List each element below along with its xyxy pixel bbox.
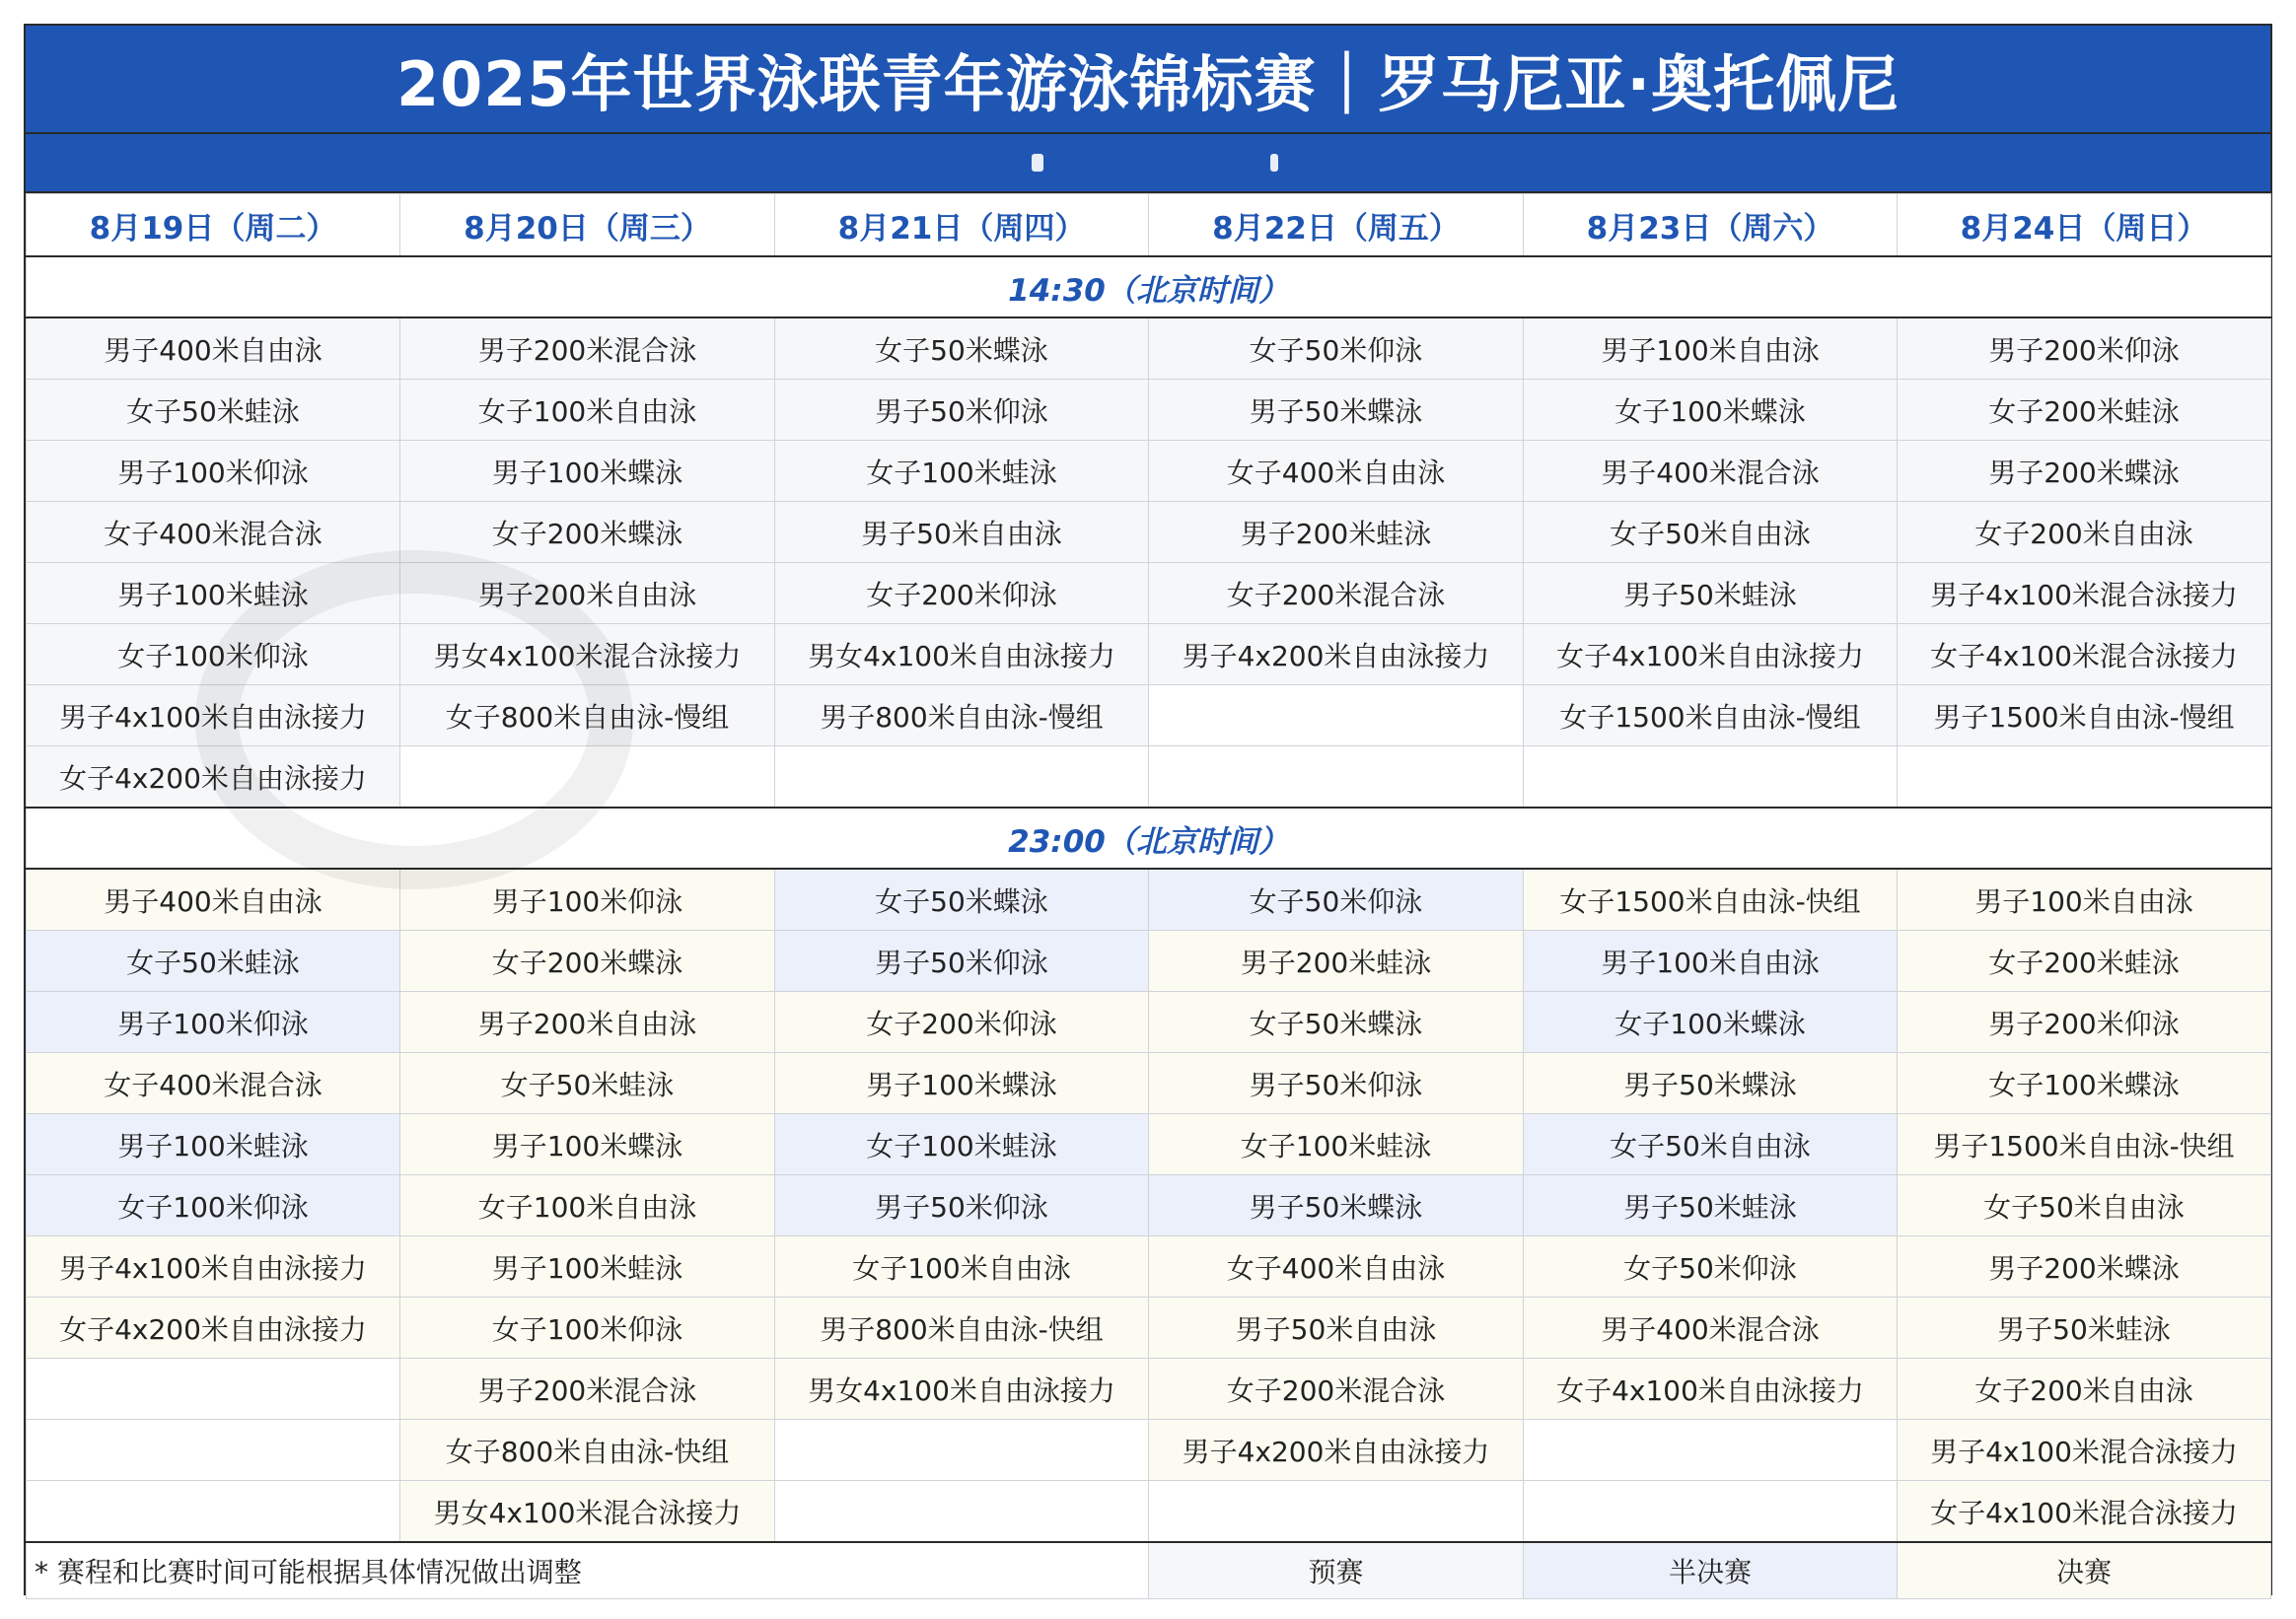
event-cell: 女子50米自由泳 (1524, 502, 1898, 563)
session-time-label: 14:30（北京时间） (27, 256, 2271, 317)
event-cell: 女子200米混合泳 (1149, 1359, 1524, 1420)
event-cell: 男子400米混合泳 (1524, 441, 1898, 502)
empty-cell (1149, 1481, 1524, 1543)
event-cell: 男子100米蛙泳 (27, 563, 400, 624)
event-cell: 女子200米自由泳 (1898, 502, 2271, 563)
empty-cell (775, 1420, 1149, 1481)
event-cell: 女子4x100米自由泳接力 (1524, 1359, 1898, 1420)
event-cell: 男子100米仰泳 (27, 441, 400, 502)
event-cell: 男子50米仰泳 (1149, 1053, 1524, 1114)
event-cell: 男子100米蝶泳 (775, 1053, 1149, 1114)
event-row (27, 1359, 2271, 1420)
event-cell: 女子50米仰泳 (1149, 869, 1524, 931)
event-cell: 男子4x100米混合泳接力 (1898, 563, 2271, 624)
event-row (27, 992, 2271, 1053)
event-cell: 男子100米蝶泳 (400, 441, 775, 502)
empty-cell (775, 746, 1149, 809)
event-cell: 男子50米自由泳 (1149, 1298, 1524, 1359)
event-cell: 男子400米混合泳 (1524, 1298, 1898, 1359)
event-cell: 女子100米仰泳 (27, 1175, 400, 1236)
event-cell: 男子50米蛙泳 (1524, 563, 1898, 624)
empty-cell (1524, 746, 1898, 809)
event-cell: 女子200米仰泳 (775, 563, 1149, 624)
empty-cell (1524, 1420, 1898, 1481)
legend-prelims: 预赛 (1149, 1542, 1524, 1599)
event-cell: 女子200米蛙泳 (1898, 931, 2271, 992)
schedule-table (26, 193, 2271, 1599)
event-cell: 女子400米自由泳 (1149, 1236, 1524, 1298)
event-cell: 男子200米蛙泳 (1149, 502, 1524, 563)
event-cell: 女子100米蛙泳 (1149, 1114, 1524, 1175)
event-cell: 男子4x200米自由泳接力 (1149, 1420, 1524, 1481)
event-cell: 女子50米蝶泳 (775, 869, 1149, 931)
empty-cell (27, 1359, 400, 1420)
event-cell: 女子50米自由泳 (1898, 1175, 2271, 1236)
event-cell: 女子800米自由泳-慢组 (400, 685, 775, 746)
event-cell: 男子4x100米自由泳接力 (27, 1236, 400, 1298)
title-text: 2025年世界泳联青年游泳锦标赛｜罗马尼亚·奥托佩尼 (395, 47, 1901, 120)
event-cell: 男女4x100米自由泳接力 (775, 1359, 1149, 1420)
event-cell: 男女4x100米混合泳接力 (400, 1481, 775, 1543)
session-2-header (27, 808, 2271, 869)
empty-cell (400, 746, 775, 809)
empty-cell (27, 1481, 400, 1543)
event-row (27, 624, 2271, 685)
event-cell: 女子4x200米自由泳接力 (27, 746, 400, 809)
event-cell: 女子200米蛙泳 (1898, 380, 2271, 441)
event-cell: 男子100米自由泳 (1524, 931, 1898, 992)
empty-cell (1898, 746, 2271, 809)
event-cell: 女子100米自由泳 (400, 1175, 775, 1236)
event-cell: 女子50米蛙泳 (27, 931, 400, 992)
event-cell: 男子50米蝶泳 (1149, 1175, 1524, 1236)
event-cell: 女子200米蝶泳 (400, 502, 775, 563)
event-row (27, 1114, 2271, 1175)
event-cell: 男子50米自由泳 (775, 502, 1149, 563)
event-cell: 男子800米自由泳-慢组 (775, 685, 1149, 746)
empty-cell (1149, 746, 1524, 809)
event-cell: 女子4x100米混合泳接力 (1898, 624, 2271, 685)
event-cell: 男子50米蝶泳 (1524, 1053, 1898, 1114)
event-cell: 男子200米蛙泳 (1149, 931, 1524, 992)
day-header: 8月22日（周五） (1149, 194, 1524, 257)
empty-cell (1524, 1481, 1898, 1543)
event-cell: 男子200米混合泳 (400, 317, 775, 380)
event-row (27, 1420, 2271, 1481)
event-row (27, 380, 2271, 441)
event-row (27, 317, 2271, 380)
page-title (26, 26, 2270, 134)
event-cell: 男子4x200米自由泳接力 (1149, 624, 1524, 685)
event-cell: 女子50米蝶泳 (775, 317, 1149, 380)
marker-left-icon (1032, 154, 1043, 172)
event-cell: 女子1500米自由泳-慢组 (1524, 685, 1898, 746)
event-cell: 女子100米仰泳 (27, 624, 400, 685)
event-cell: 女子100米仰泳 (400, 1298, 775, 1359)
event-row (27, 869, 2271, 931)
session-time-label: 23:00（北京时间） (27, 808, 2271, 869)
day-header-row (27, 194, 2271, 257)
event-cell: 女子200米自由泳 (1898, 1359, 2271, 1420)
event-cell: 男子400米自由泳 (27, 317, 400, 380)
event-cell: 男子200米仰泳 (1898, 992, 2271, 1053)
event-cell: 男子4x100米自由泳接力 (27, 685, 400, 746)
event-row (27, 1053, 2271, 1114)
empty-cell (1149, 685, 1524, 746)
schedule-sheet (24, 24, 2272, 1595)
event-cell: 女子50米蛙泳 (27, 380, 400, 441)
event-cell: 男子800米自由泳-快组 (775, 1298, 1149, 1359)
day-header: 8月19日（周二） (27, 194, 400, 257)
marker-right-icon (1270, 154, 1278, 172)
event-cell: 女子400米混合泳 (27, 502, 400, 563)
event-cell: 女子100米蛙泳 (775, 1114, 1149, 1175)
event-row (27, 931, 2271, 992)
event-cell: 女子4x100米自由泳接力 (1524, 624, 1898, 685)
event-cell: 女子200米蝶泳 (400, 931, 775, 992)
event-cell: 女子4x100米混合泳接力 (1898, 1481, 2271, 1543)
day-header: 8月20日（周三） (400, 194, 775, 257)
event-row (27, 1481, 2271, 1543)
event-cell: 男子200米混合泳 (400, 1359, 775, 1420)
event-cell: 女子100米蝶泳 (1898, 1053, 2271, 1114)
event-cell: 男子400米自由泳 (27, 869, 400, 931)
day-header: 8月21日（周四） (775, 194, 1149, 257)
session-1-header (27, 256, 2271, 317)
event-cell: 女子50米仰泳 (1149, 317, 1524, 380)
event-row (27, 563, 2271, 624)
event-cell: 男子100米仰泳 (27, 992, 400, 1053)
footer-row (27, 1542, 2271, 1599)
event-cell: 男子50米仰泳 (775, 380, 1149, 441)
event-cell: 女子4x200米自由泳接力 (27, 1298, 400, 1359)
event-cell: 男子50米仰泳 (775, 931, 1149, 992)
event-cell: 女子50米蝶泳 (1149, 992, 1524, 1053)
event-cell: 女子200米仰泳 (775, 992, 1149, 1053)
event-cell: 男子100米自由泳 (1898, 869, 2271, 931)
event-cell: 女子100米蝶泳 (1524, 992, 1898, 1053)
title-subband (26, 134, 2270, 193)
event-row (27, 502, 2271, 563)
event-cell: 女子100米自由泳 (775, 1236, 1149, 1298)
event-cell: 男子200米蝶泳 (1898, 441, 2271, 502)
event-cell: 男子50米蛙泳 (1524, 1175, 1898, 1236)
event-cell: 女子1500米自由泳-快组 (1524, 869, 1898, 931)
event-row (27, 1298, 2271, 1359)
event-row (27, 1175, 2271, 1236)
day-header: 8月24日（周日） (1898, 194, 2271, 257)
event-cell: 男子50米仰泳 (775, 1175, 1149, 1236)
event-cell: 男子50米蛙泳 (1898, 1298, 2271, 1359)
footer-note: * 赛程和比赛时间可能根据具体情况做出调整 (27, 1542, 1149, 1599)
empty-cell (27, 1420, 400, 1481)
event-cell: 男子1500米自由泳-慢组 (1898, 685, 2271, 746)
event-cell: 女子400米自由泳 (1149, 441, 1524, 502)
event-cell: 女子50米自由泳 (1524, 1114, 1898, 1175)
event-cell: 女子800米自由泳-快组 (400, 1420, 775, 1481)
day-header: 8月23日（周六） (1524, 194, 1898, 257)
event-cell: 男子200米自由泳 (400, 992, 775, 1053)
event-row (27, 441, 2271, 502)
event-cell: 男子100米仰泳 (400, 869, 775, 931)
event-row (27, 1236, 2271, 1298)
event-cell: 男子50米蝶泳 (1149, 380, 1524, 441)
event-cell: 男子200米蝶泳 (1898, 1236, 2271, 1298)
event-cell: 男子100米蝶泳 (400, 1114, 775, 1175)
event-cell: 女子200米混合泳 (1149, 563, 1524, 624)
event-cell: 男女4x100米自由泳接力 (775, 624, 1149, 685)
event-cell: 男女4x100米混合泳接力 (400, 624, 775, 685)
legend-semis: 半决赛 (1524, 1542, 1898, 1599)
legend-finals: 决赛 (1898, 1542, 2271, 1599)
event-cell: 男子100米蛙泳 (27, 1114, 400, 1175)
event-cell: 女子100米蝶泳 (1524, 380, 1898, 441)
event-cell: 女子50米蛙泳 (400, 1053, 775, 1114)
event-cell: 男子100米蛙泳 (400, 1236, 775, 1298)
event-cell: 女子100米自由泳 (400, 380, 775, 441)
event-cell: 女子50米仰泳 (1524, 1236, 1898, 1298)
event-row (27, 746, 2271, 809)
event-cell: 女子100米蛙泳 (775, 441, 1149, 502)
empty-cell (775, 1481, 1149, 1543)
event-cell: 女子400米混合泳 (27, 1053, 400, 1114)
event-cell: 男子200米仰泳 (1898, 317, 2271, 380)
event-cell: 男子200米自由泳 (400, 563, 775, 624)
event-cell: 男子1500米自由泳-快组 (1898, 1114, 2271, 1175)
event-cell: 男子4x100米混合泳接力 (1898, 1420, 2271, 1481)
event-row (27, 685, 2271, 746)
event-cell: 男子100米自由泳 (1524, 317, 1898, 380)
